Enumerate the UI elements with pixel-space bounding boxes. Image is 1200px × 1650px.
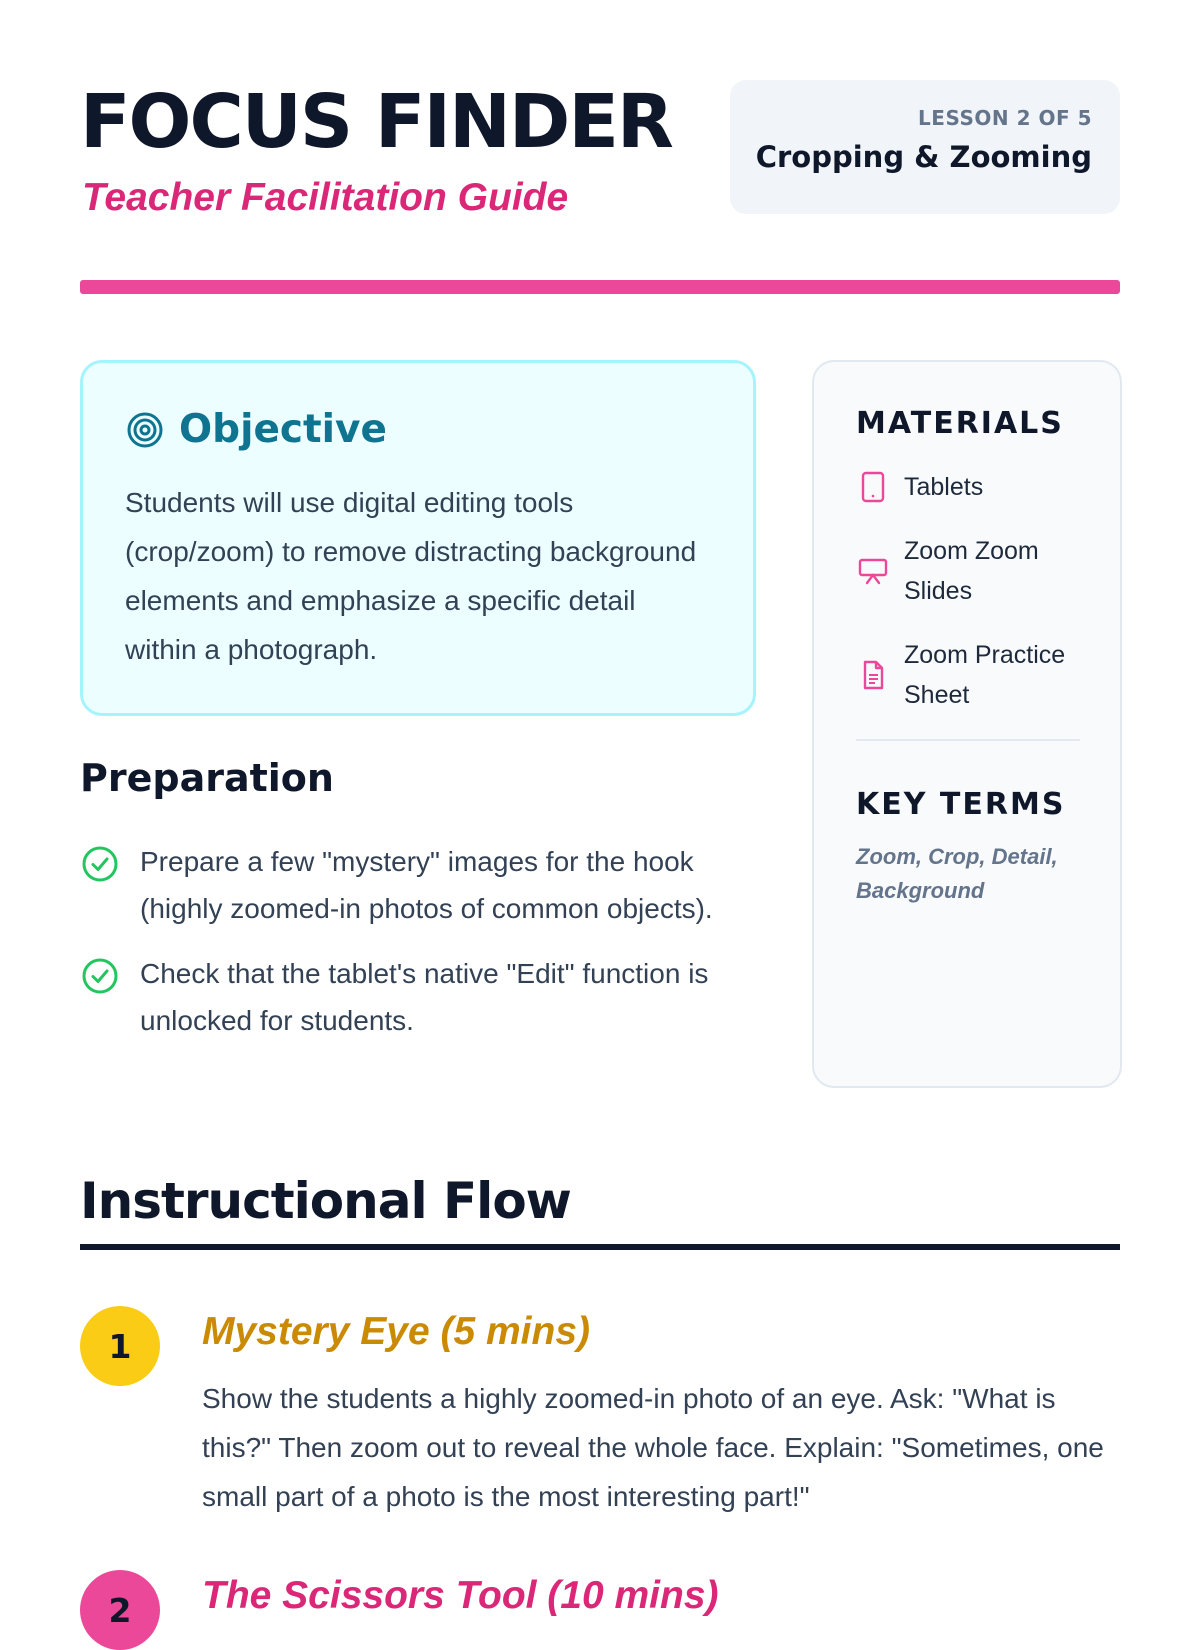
step-number-badge: 2 — [80, 1570, 160, 1650]
preparation-item — [80, 838, 756, 932]
materials-item-label: Zoom Zoom Slides — [904, 537, 1039, 605]
flow-step — [80, 1306, 1120, 1546]
instructional-flow-title: Instructional Flow — [80, 1172, 571, 1230]
tablet-icon — [856, 470, 890, 504]
step-number-badge: 1 — [80, 1306, 160, 1386]
preparation-item-text: Check that the tablet's native "Edit" function is unlocked for students. — [140, 958, 709, 1036]
lesson-title: Cropping & Zooming — [755, 140, 1092, 174]
key-terms-text: Zoom, Crop, Detail, Background — [856, 844, 1058, 903]
step-title: Mystery Eye (5 mins) — [202, 1310, 591, 1353]
page-title: FOCUS FINDER — [80, 79, 672, 165]
presentation-icon — [856, 554, 890, 588]
preparation-item-text: Prepare a few "mystery" images for the hook (highly zoomed-in photos of common objects). — [140, 846, 713, 924]
key-terms-title: KEY TERMS — [856, 787, 1066, 822]
materials-item-label: Zoom Practice Sheet — [904, 641, 1066, 709]
materials-title: MATERIALS — [856, 406, 1064, 441]
header-divider — [80, 280, 1120, 294]
materials-sidebar — [812, 360, 1122, 1088]
flow-step — [80, 1570, 1120, 1630]
document-icon — [856, 658, 890, 692]
page-header — [80, 80, 1120, 220]
materials-list — [856, 467, 1080, 715]
check-circle-icon — [80, 956, 120, 996]
step-title: The Scissors Tool (10 mins) — [202, 1574, 719, 1617]
objective-title: Objective — [179, 407, 387, 452]
objective-card — [80, 360, 756, 716]
objective-text: Students will use digital editing tools (crop/zoom) to remove distracting background elements and emphasize a specific detail within a photograph. — [125, 487, 697, 665]
lesson-info-box — [730, 80, 1120, 214]
preparation-item — [80, 950, 756, 1044]
check-circle-icon — [80, 844, 120, 884]
objective-header — [125, 407, 713, 452]
materials-item-slides — [856, 531, 1080, 611]
instructional-flow-divider — [80, 1244, 1120, 1250]
target-icon — [125, 410, 165, 450]
preparation-list — [80, 838, 756, 1062]
materials-item-label: Tablets — [904, 473, 984, 501]
lesson-number: LESSON 2 OF 5 — [918, 106, 1092, 130]
sidebar-divider — [856, 739, 1080, 741]
materials-item-tablets — [856, 467, 1080, 507]
page-subtitle: Teacher Facilitation Guide — [82, 176, 569, 219]
preparation-title: Preparation — [80, 756, 334, 800]
step-text: Show the students a highly zoomed-in photo of an eye. Ask: "What is this?" Then zoom out to reveal the whole face. Explain: "Sometimes, one small part of a photo is the most interesting part!" — [202, 1383, 1104, 1512]
materials-item-sheet — [856, 635, 1080, 715]
